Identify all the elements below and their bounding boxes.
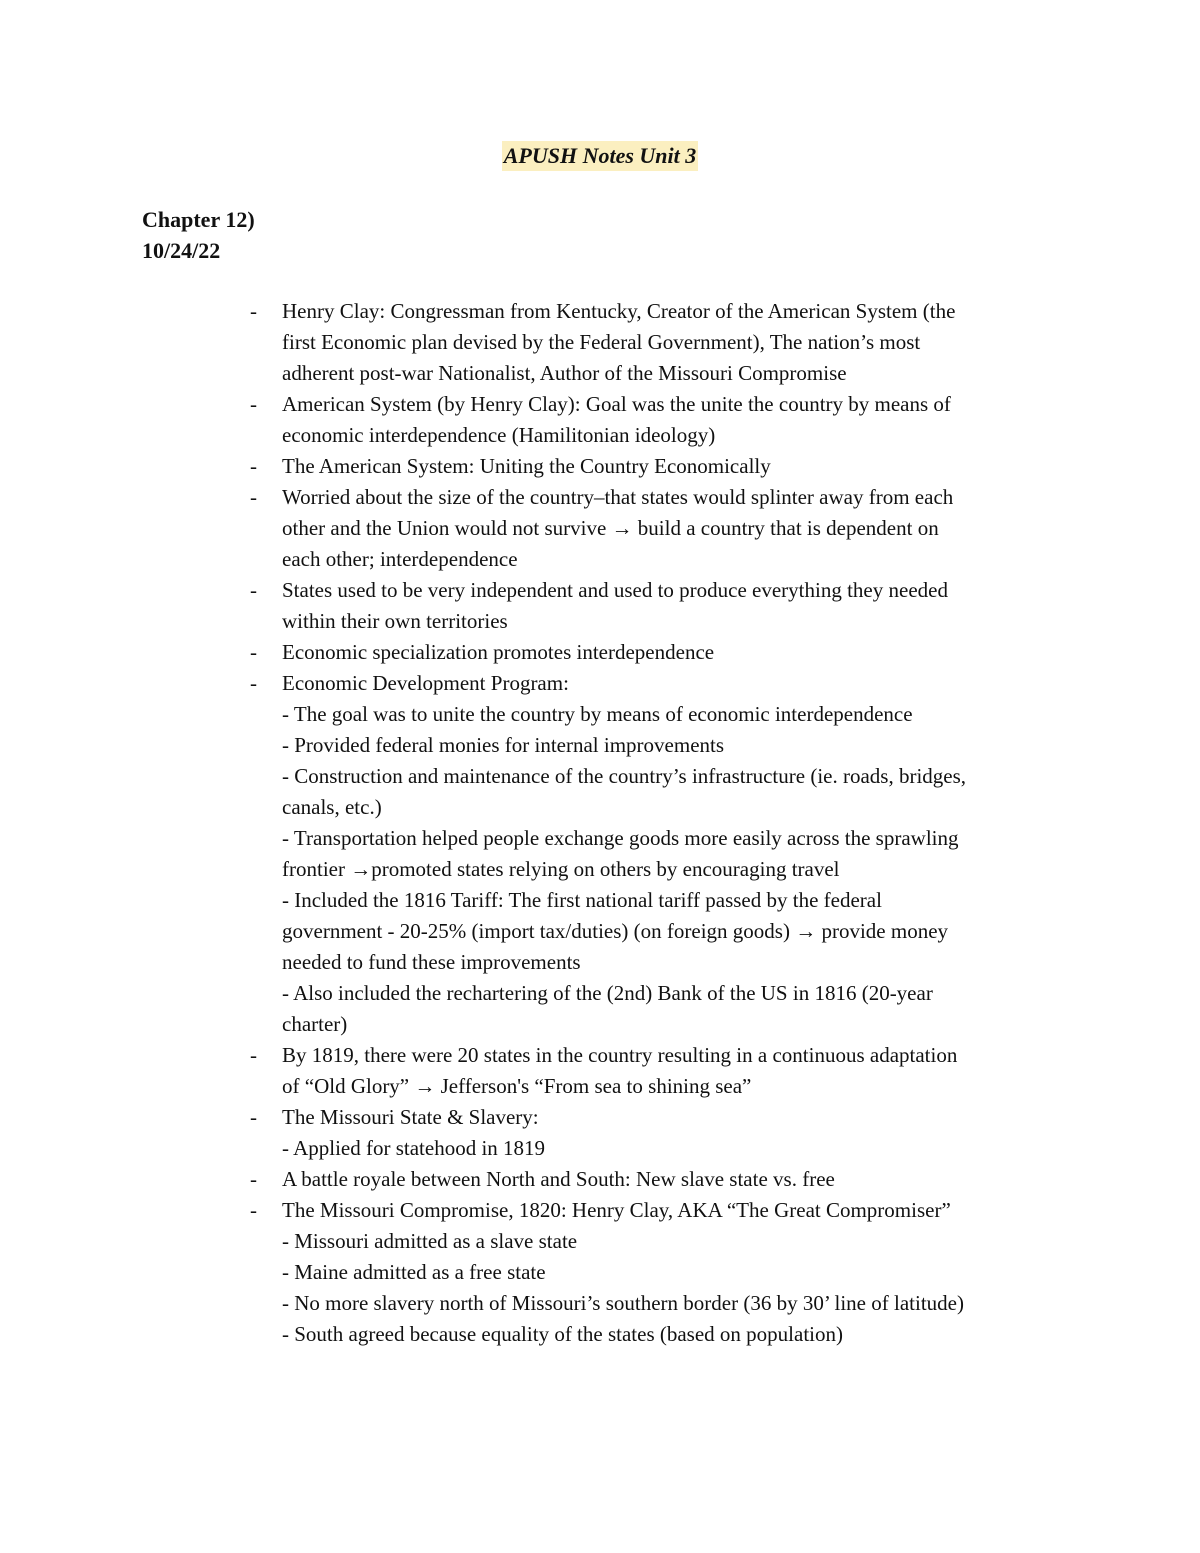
note-line: government - 20-25% (import tax/duties) (on foreign goods) → provide money	[282, 919, 949, 943]
note-line: canals, etc.)	[282, 795, 382, 819]
note-line: Worried about the size of the country–that states would splinter away from each	[282, 485, 954, 509]
note-line: - Included the 1816 Tariff: The first national tariff passed by the federal	[282, 888, 882, 912]
note-line: other and the Union would not survive → build a country that is dependent on	[282, 516, 939, 540]
title-block	[0, 141, 1200, 171]
note-line: By 1819, there were 20 states in the country resulting in a continuous adaptation	[282, 1043, 958, 1067]
note-entry	[250, 575, 1072, 637]
bullet-dash: -	[250, 454, 257, 478]
note-line: first Economic plan devised by the Federal Government), The nation’s most	[282, 330, 921, 354]
bullet-dash: -	[250, 1043, 257, 1067]
note-line: of “Old Glory” → Jefferson's “From sea to shining sea”	[282, 1074, 752, 1098]
note-line: The Missouri State & Slavery:	[282, 1105, 539, 1129]
note-line: - Missouri admitted as a slave state	[282, 1229, 578, 1253]
note-line: economic interdependence (Hamilitonian ideology)	[282, 423, 716, 447]
note-line: within their own territories	[282, 609, 508, 633]
note-line: - Maine admitted as a free state	[282, 1260, 546, 1284]
note-line: States used to be very independent and used to produce everything they needed	[282, 578, 948, 602]
note-line: - No more slavery north of Missouri’s southern border (36 by 30’ line of latitude)	[282, 1291, 964, 1315]
chapter-date: 10/24/22	[142, 238, 221, 263]
note-entry	[250, 451, 1072, 482]
bullet-dash: -	[250, 485, 257, 509]
notes-list	[250, 296, 1072, 1350]
note-entry	[250, 482, 1072, 575]
bullet-dash: -	[250, 1105, 257, 1129]
note-line: Economic specialization promotes interdependence	[282, 640, 715, 664]
bullet-dash: -	[250, 640, 257, 664]
note-line: - Applied for statehood in 1819	[282, 1136, 546, 1160]
note-line: each other; interdependence	[282, 547, 518, 571]
note-entry	[250, 1102, 1072, 1164]
note-line: needed to fund these improvements	[282, 950, 581, 974]
note-entry	[250, 1164, 1072, 1195]
note-line: American System (by Henry Clay): Goal was the unite the country by means of	[282, 392, 951, 416]
note-line: charter)	[282, 1012, 348, 1036]
bullet-dash: -	[250, 392, 257, 416]
note-line: - The goal was to unite the country by means of economic interdependence	[282, 702, 913, 726]
note-line: - Construction and maintenance of the country’s infrastructure (ie. roads, bridges,	[282, 764, 967, 788]
note-entry	[250, 1195, 1072, 1350]
note-line: - Transportation helped people exchange goods more easily across the sprawling	[282, 826, 959, 850]
chapter-header	[142, 204, 255, 266]
note-line: The Missouri Compromise, 1820: Henry Clay, AKA “The Great Compromiser”	[282, 1198, 951, 1222]
note-entry	[250, 1040, 1072, 1102]
bullet-dash: -	[250, 1167, 257, 1191]
note-entry	[250, 296, 1072, 389]
bullet-dash: -	[250, 671, 257, 695]
chapter-label: Chapter 12)	[142, 207, 255, 232]
note-line: frontier →promoted states relying on others by encouraging travel	[282, 857, 840, 881]
note-entry	[250, 637, 1072, 668]
bullet-dash: -	[250, 299, 257, 323]
note-line: - South agreed because equality of the states (based on population)	[282, 1322, 843, 1346]
note-line: Economic Development Program:	[282, 671, 569, 695]
note-line: adherent post-war Nationalist, Author of the Missouri Compromise	[282, 361, 847, 385]
note-line: A battle royale between North and South: New slave state vs. free	[282, 1167, 835, 1191]
note-line: - Also included the rechartering of the (2nd) Bank of the US in 1816 (20-year	[282, 981, 933, 1005]
note-entry	[250, 668, 1072, 1040]
note-entry	[250, 389, 1072, 451]
bullet-dash: -	[250, 1198, 257, 1222]
note-line: - Provided federal monies for internal improvements	[282, 733, 725, 757]
bullet-dash: -	[250, 578, 257, 602]
note-line: The American System: Uniting the Country Economically	[282, 454, 771, 478]
note-line: Henry Clay: Congressman from Kentucky, Creator of the American System (the	[282, 299, 956, 323]
page-title: APUSH Notes Unit 3	[502, 141, 699, 171]
